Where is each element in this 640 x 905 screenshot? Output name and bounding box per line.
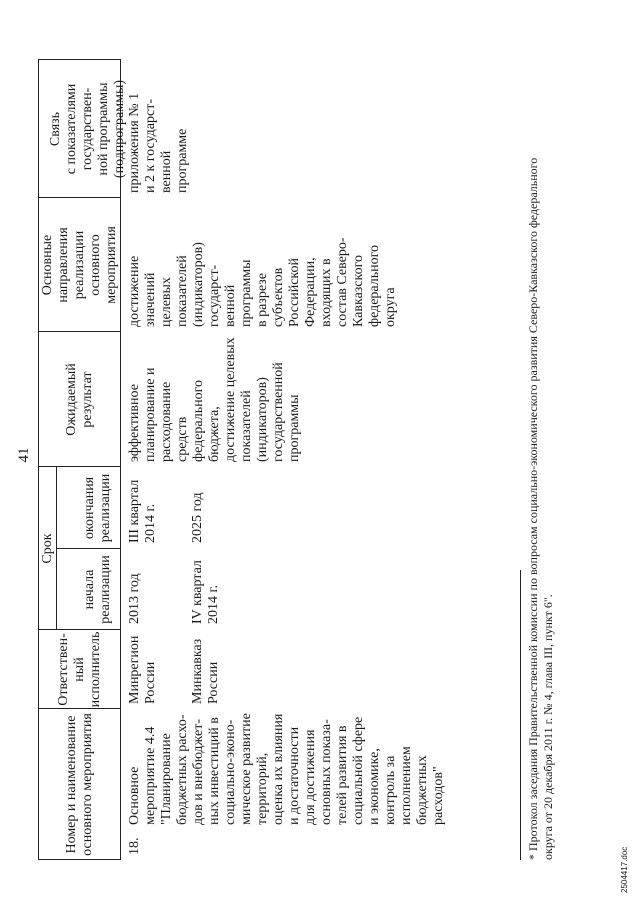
row-executor-1: Минрегион России <box>127 635 158 704</box>
footnote: * Протокол заседания Правительственной комиссии по вопросам социально-экономического развития Северо-Кавказского федерального округа от 20 декабря 2011 г. № 4, глава III, пункт 6". <box>526 157 555 860</box>
header-number-name: Номер и наименование основного мероприятия <box>64 713 95 856</box>
row-executor-2: Минкавказ России <box>190 638 221 704</box>
row-start-1: 2013 год <box>127 573 142 624</box>
page-number: 41 <box>16 447 32 463</box>
header-end: окончания реализации <box>82 473 113 543</box>
row-start-2: IV квартал 2014 г. <box>190 560 221 624</box>
row-end-1: III квартал 2014 г. <box>127 479 158 543</box>
row-directions: достижение значений целевых показателей (индикаторов) государст- венной программы в разрезе субъектов Российской Федерации, входящих в состав Северо- Кавказского федерального округа <box>127 237 398 327</box>
footnote-separator <box>520 570 521 860</box>
header-link: Связь с показателями государствен- ной программы (подпрограммы) <box>48 79 127 179</box>
row-number: 18. <box>127 837 142 855</box>
header-start: начала реализации <box>82 555 113 624</box>
row-result: эффективное планирование и расходование средств федерального бюджета, достижение целевых показателей (индикаторов) государственной программы <box>127 337 302 462</box>
table-top-border <box>38 60 39 860</box>
row-end-2: 2025 год <box>190 492 205 543</box>
doc-code: 2504417.doc <box>620 846 629 893</box>
header-result: Ожидаемый результат <box>64 363 95 436</box>
header-term: Срок <box>40 533 55 564</box>
header-executor: Ответствен- ный исполнитель <box>56 631 103 708</box>
header-directions: Основные направления реализации основного мероприятия <box>40 226 119 304</box>
row-link: приложения № 1 и 2 к государст- венной программе <box>127 92 190 193</box>
row-name: Основное мероприятие 4.4 "Планирование бюджетных расхо- дов и внебюджет- ных инвестиций в социально-эконо- мическое развитие территорий, оценка их влияния и достаточности для достижения основных показа- телей развития в социальной сфере и экономике, контроль за исполнением бюджетных расходов" <box>127 713 446 825</box>
